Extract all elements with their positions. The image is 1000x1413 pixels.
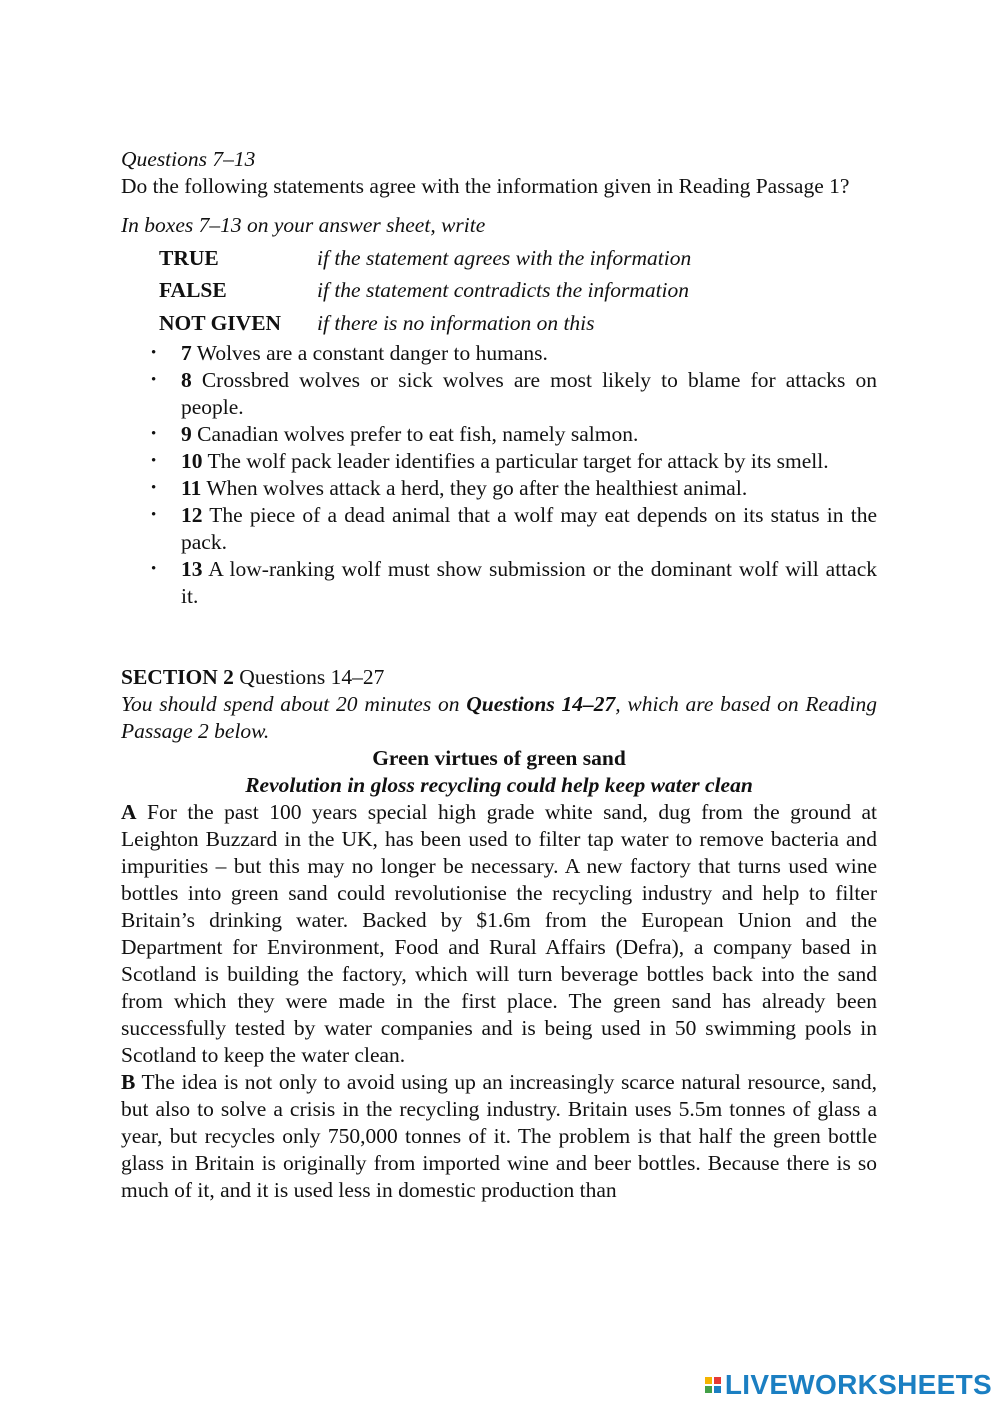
legend-row-not-given [159,307,877,340]
statement-item [181,448,877,475]
statement-text: A low-ranking wolf must show submission or the dominant wolf will attack it. [181,556,877,608]
statement-text: The piece of a dead animal that a wolf may eat depends on its status in the pack. [181,502,877,554]
statement-item [181,502,877,556]
section-instruction-emphasis: Questions 14–27 [466,691,616,716]
passage-subtitle: Revolution in gloss recycling could help keep water clean [245,772,753,797]
passage-title: Green virtues of green sand [372,745,626,770]
paragraph-text: The idea is not only to avoid using up an increasingly scarce natural resource, sand, but also to solve a crisis in the recycling industry. Britain uses 5.5m tonnes of glass a year, but recycles only 750,000 tonnes of it. The problem is that half the green bottle glass in Britain is originally from imported wine and beer bottles. Because there is so much of it, and it is used less in domestic production than [121,1069,877,1202]
questions-heading: Questions 7–13 [121,147,256,171]
legend-term: FALSE [159,278,227,303]
statement-text: When wolves attack a herd, they go after the healthiest animal. [206,475,748,500]
statement-text: Canadian wolves prefer to eat fish, namely salmon. [197,421,639,446]
statement-item [181,421,877,448]
statement-number: 9 [181,421,192,446]
statement-item [181,556,877,610]
statement-list [121,340,877,610]
statement-number: 7 [181,340,192,365]
paragraph-letter: B [121,1069,136,1094]
legend-desc: if there is no information on this [317,310,595,335]
questions-instruction: Do the following statements agree with the information given in Reading Passage 1? [121,174,850,198]
legend-desc: if the statement contradicts the information [317,278,690,303]
section-range: Questions 14–27 [239,664,385,689]
statement-number: 12 [181,502,203,527]
section-label: SECTION 2 [121,664,234,689]
statement-number: 8 [181,367,192,392]
statement-number: 11 [181,475,202,500]
section-heading [121,664,877,691]
statement-number: 13 [181,556,203,581]
statement-item [181,340,877,367]
logo-square [714,1386,721,1393]
legend-term: TRUE [159,245,219,270]
worksheet-page [121,146,877,1204]
answer-sheet-instruction: In boxes 7–13 on your answer sheet, write [121,213,486,237]
logo-square [714,1377,721,1384]
liveworksheets-logo [705,1369,992,1401]
legend-row-true [159,242,877,275]
statement-item [181,475,877,502]
answer-legend [159,242,877,340]
logo-square [705,1377,712,1384]
passage-paragraph-a [121,799,877,1069]
statement-text: Crossbred wolves or sick wolves are most likely to blame for attacks on people. [181,367,877,419]
statement-number: 10 [181,448,203,473]
statement-text: The wolf pack leader identifies a particular target for attack by its smell. [207,448,829,473]
paragraph-letter: A [121,799,137,824]
logo-square [705,1386,712,1393]
legend-row-false [159,275,877,308]
logo-text: LIVEWORKSHEETS [724,1369,992,1400]
statement-item [181,367,877,421]
statement-text: Wolves are a constant danger to humans. [196,340,548,365]
passage-paragraph-b [121,1069,877,1204]
legend-term: NOT GIVEN [159,310,282,335]
legend-desc: if the statement agrees with the information [317,245,692,270]
logo-mark-icon [705,1377,721,1393]
section-instruction: You should spend about 20 minutes on Questions 14–27, which are based on Reading Passage 2 below. [121,691,878,743]
paragraph-text: For the past 100 years special high grade white sand, dug from the ground at Leighton Buzzard in the UK, has been used to filter tap water to remove bacteria and impurities – but this may no longer be necessary. A new factory that turns used wine bottles into green sand could revolutionise the recycling industry and help to filter Britain’s drinking water. Backed by $1.6m from the European Union and the Department for Environment, Food and Rural Affairs (Defra), a company based in Scotland is building the factory, which will turn beverage bottles back into the sand from which they were made in the first place. The green sand has already been successfully tested by water companies and is being used in 50 swimming pools in Scotland to keep the water clean. [121,799,878,1067]
